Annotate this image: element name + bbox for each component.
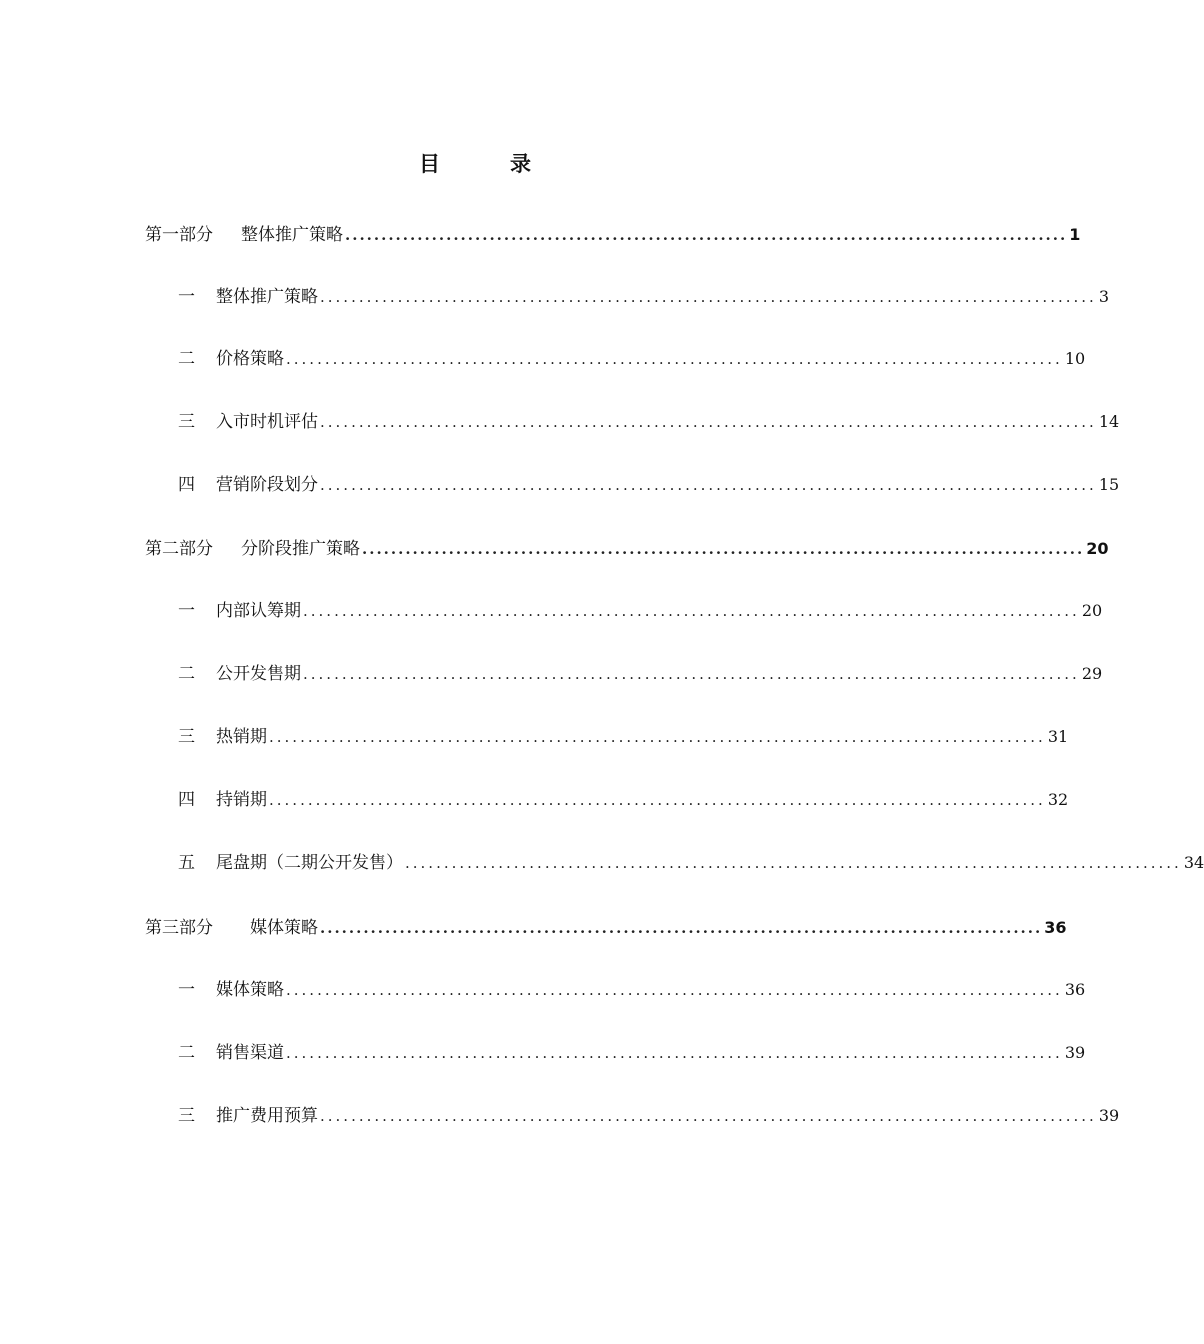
toc-entry-page: 39 (1098, 1106, 1120, 1125)
toc-entry-page: 34 (1183, 853, 1204, 872)
dot-leader: .................................................................................................... (345, 226, 1068, 244)
toc-entry-number: 三 (178, 1106, 195, 1126)
toc-entry-number: 二 (178, 1043, 195, 1063)
toc-entry-3-1[interactable] (178, 975, 1086, 1005)
toc-entry-2-1[interactable] (178, 596, 1103, 626)
toc-entry-label: 推广费用预算 (216, 1106, 318, 1126)
toc-entry-2-3[interactable] (178, 722, 1069, 752)
toc-entry-label: 入市时机评估 (216, 412, 318, 432)
toc-entry-number: 一 (178, 980, 195, 1000)
toc-entry-number: 五 (178, 853, 195, 873)
toc-entry-page: 20 (1081, 601, 1103, 620)
dot-leader: .................................................................................................... (303, 602, 1080, 620)
toc-entry-number: 三 (178, 727, 195, 747)
toc-entry-page: 10 (1064, 349, 1086, 368)
dot-leader: .................................................................................................... (362, 540, 1085, 558)
toc-entry-number: 四 (178, 475, 195, 495)
dot-leader: .................................................................................................... (269, 728, 1046, 746)
toc-entry-page: 3 (1098, 287, 1109, 306)
toc-entry-page: 14 (1098, 412, 1120, 431)
toc-entry-part-3[interactable] (145, 913, 1067, 943)
toc-entry-1-1[interactable] (178, 282, 1109, 312)
toc-entry-page: 36 (1044, 918, 1067, 937)
dot-leader: .................................................................................................... (320, 413, 1097, 431)
toc-entry-number: 二 (178, 664, 195, 684)
toc-entry-page: 32 (1047, 790, 1069, 809)
toc-entry-label: 尾盘期（二期公开发售） (216, 853, 403, 873)
toc-entry-page: 31 (1047, 727, 1069, 746)
toc-entry-label: 整体推广策略 (216, 287, 318, 307)
toc-entry-label: 持销期 (216, 790, 267, 810)
toc-entry-page: 1 (1069, 225, 1081, 244)
dot-leader: .................................................................................................... (286, 1044, 1063, 1062)
toc-entry-part-1[interactable] (145, 220, 1081, 250)
toc-entry-page: 36 (1064, 980, 1086, 999)
toc-entry-number: 一 (178, 601, 195, 621)
toc-entry-label: 营销阶段划分 (216, 475, 318, 495)
toc-entry-label: 销售渠道 (216, 1043, 284, 1063)
toc-entry-3-2[interactable] (178, 1038, 1086, 1068)
toc-entry-label: 内部认筹期 (216, 601, 301, 621)
dot-leader: .................................................................................................... (286, 981, 1063, 999)
toc-entry-number: 一 (178, 287, 195, 307)
toc-entry-2-5[interactable] (178, 848, 1204, 878)
toc-entry-label: 媒体策略 (250, 918, 318, 938)
dot-leader: .................................................................................................... (269, 791, 1046, 809)
dot-leader: .................................................................................................... (303, 665, 1080, 683)
toc-entry-1-3[interactable] (178, 407, 1120, 437)
toc-entry-1-4[interactable] (178, 470, 1120, 500)
toc-entry-page: 39 (1064, 1043, 1086, 1062)
toc-entry-3-3[interactable] (178, 1101, 1120, 1131)
toc-entry-label: 价格策略 (216, 349, 284, 369)
toc-entry-label: 分阶段推广策略 (241, 539, 360, 559)
dot-leader: .................................................................................................... (320, 1107, 1097, 1125)
toc-entry-page: 15 (1098, 475, 1120, 494)
toc-title-char-2: 录 (510, 152, 531, 176)
toc-entry-1-2[interactable] (178, 344, 1086, 374)
dot-leader: .................................................................................................... (405, 854, 1182, 872)
toc-entry-label: 媒体策略 (216, 980, 284, 1000)
toc-entry-label: 热销期 (216, 727, 267, 747)
toc-entry-page: 20 (1086, 539, 1109, 558)
dot-leader: .................................................................................................... (320, 919, 1043, 937)
dot-leader: .................................................................................................... (320, 476, 1097, 494)
toc-entry-number: 二 (178, 349, 195, 369)
toc-entry-page: 29 (1081, 664, 1103, 683)
toc-entry-number: 第二部分 (145, 539, 213, 559)
toc-entry-number: 四 (178, 790, 195, 810)
toc-entry-number: 第三部分 (145, 918, 213, 938)
toc-entry-number: 三 (178, 412, 195, 432)
toc-entry-label: 整体推广策略 (241, 225, 343, 245)
toc-entry-2-2[interactable] (178, 659, 1103, 689)
toc-entry-part-2[interactable] (145, 534, 1109, 564)
dot-leader: .................................................................................................... (286, 350, 1063, 368)
toc-entry-label: 公开发售期 (216, 664, 301, 684)
toc-title-char-1: 目 (419, 152, 440, 176)
toc-entry-number: 第一部分 (145, 225, 213, 245)
toc-entry-2-4[interactable] (178, 785, 1069, 815)
dot-leader: .................................................................................................... (320, 288, 1097, 306)
